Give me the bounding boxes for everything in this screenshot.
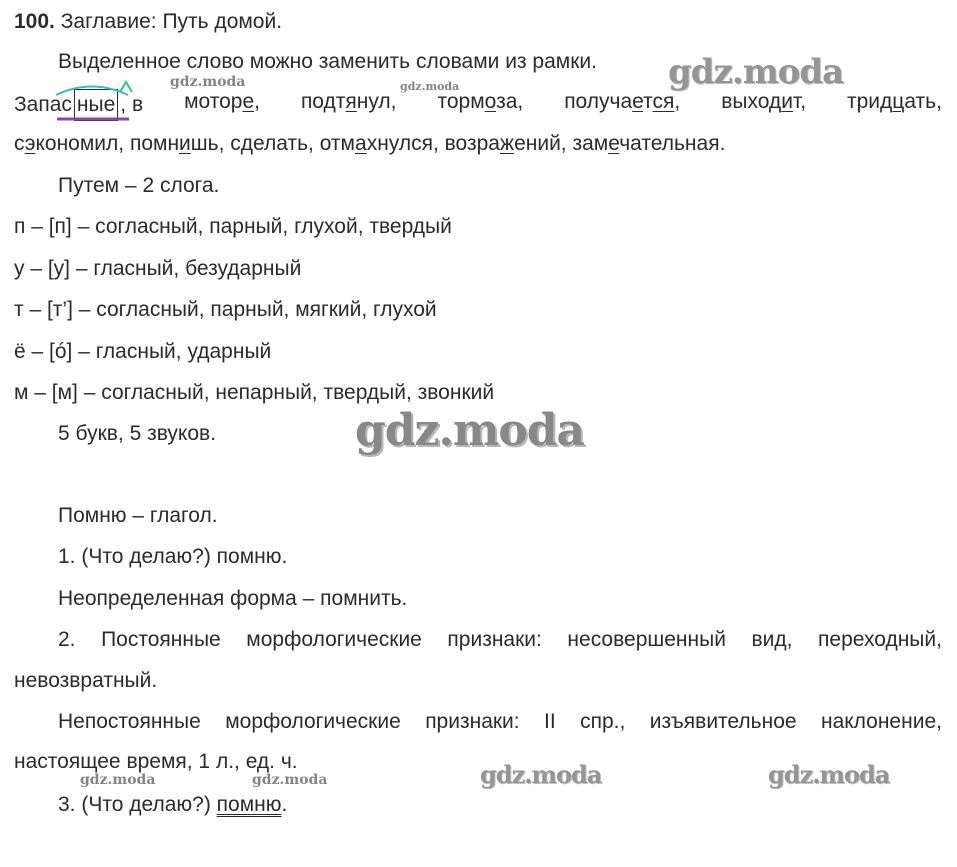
word-podtyanul: подтянул,	[300, 90, 397, 113]
watermark: gdz.moda	[80, 772, 156, 788]
phonetic-row: ё – [ó] – гласный, ударный	[14, 340, 272, 363]
word-list-line-2: сэкономил, помнишь, сделать, отмахнулся, возражений, замечательная.	[14, 132, 726, 155]
phonetic-row: т – [т’] – согласный, парный, мягкий, глухой	[14, 298, 437, 321]
watermark: gdz.moda	[400, 80, 460, 93]
morph-item-2b-line-2: настоящее время, 1 л., ед. ч.	[14, 750, 298, 773]
word-vykhodit: выходит,	[721, 90, 807, 113]
root-arc-mark	[56, 87, 128, 96]
highlighted-word: Запас ные , в	[14, 89, 143, 121]
watermark: gdz.moda	[768, 760, 890, 789]
predicate-word: помню	[216, 793, 282, 816]
watermark: gdz.moda	[668, 52, 844, 92]
word-poluchaetsya: получается,	[564, 90, 681, 113]
prefix-tick-mark	[120, 82, 132, 92]
morph-item-3: 3. (Что делаю?) помню.	[58, 793, 288, 816]
watermark: gdz.moda	[170, 74, 246, 90]
phonetic-row: у – [у] – гласный, безударный	[14, 257, 302, 280]
watermark: gdz.moda	[480, 760, 602, 789]
morph-item-1: 1. (Что делаю?) помню.	[58, 545, 288, 568]
morph-item-2-line-2: невозвратный.	[14, 669, 158, 692]
intro-paragraph: Выделенное слово можно заменить словами из рамки.	[58, 50, 597, 73]
word-tridtsat: тридцать,	[847, 90, 942, 113]
watermark: gdz.moda	[355, 405, 585, 456]
morph-heading: Помню – глагол.	[58, 504, 218, 527]
phonetic-row: п – [п] – согласный, парный, глухой, твердый	[14, 215, 452, 238]
watermark: gdz.moda	[252, 772, 328, 788]
morph-item-2-line-1: 2. Постоянные морфологические признаки: несовершенный вид, переходный,	[58, 628, 942, 651]
phonetic-summary: 5 букв, 5 звуков.	[58, 422, 217, 445]
word-motore: моторе,	[184, 90, 260, 113]
word-root: Запас	[14, 93, 72, 116]
word-ending-box: ные	[74, 89, 118, 121]
phonetic-heading: Путем – 2 слога.	[58, 174, 220, 197]
morph-item-2b-line-1: Непостоянные морфологические признаки: II спр., изъявительное наклонение,	[58, 710, 942, 733]
phonetic-row: м – [м] – согласный, непарный, твердый, звонкий	[14, 381, 495, 404]
task-title-text: Заглавие: Путь домой.	[60, 10, 283, 33]
task-number: 100.	[14, 10, 55, 33]
morph-infinitive: Неопределенная форма – помнить.	[58, 587, 408, 610]
word-tormoza: тормоза,	[437, 90, 524, 113]
